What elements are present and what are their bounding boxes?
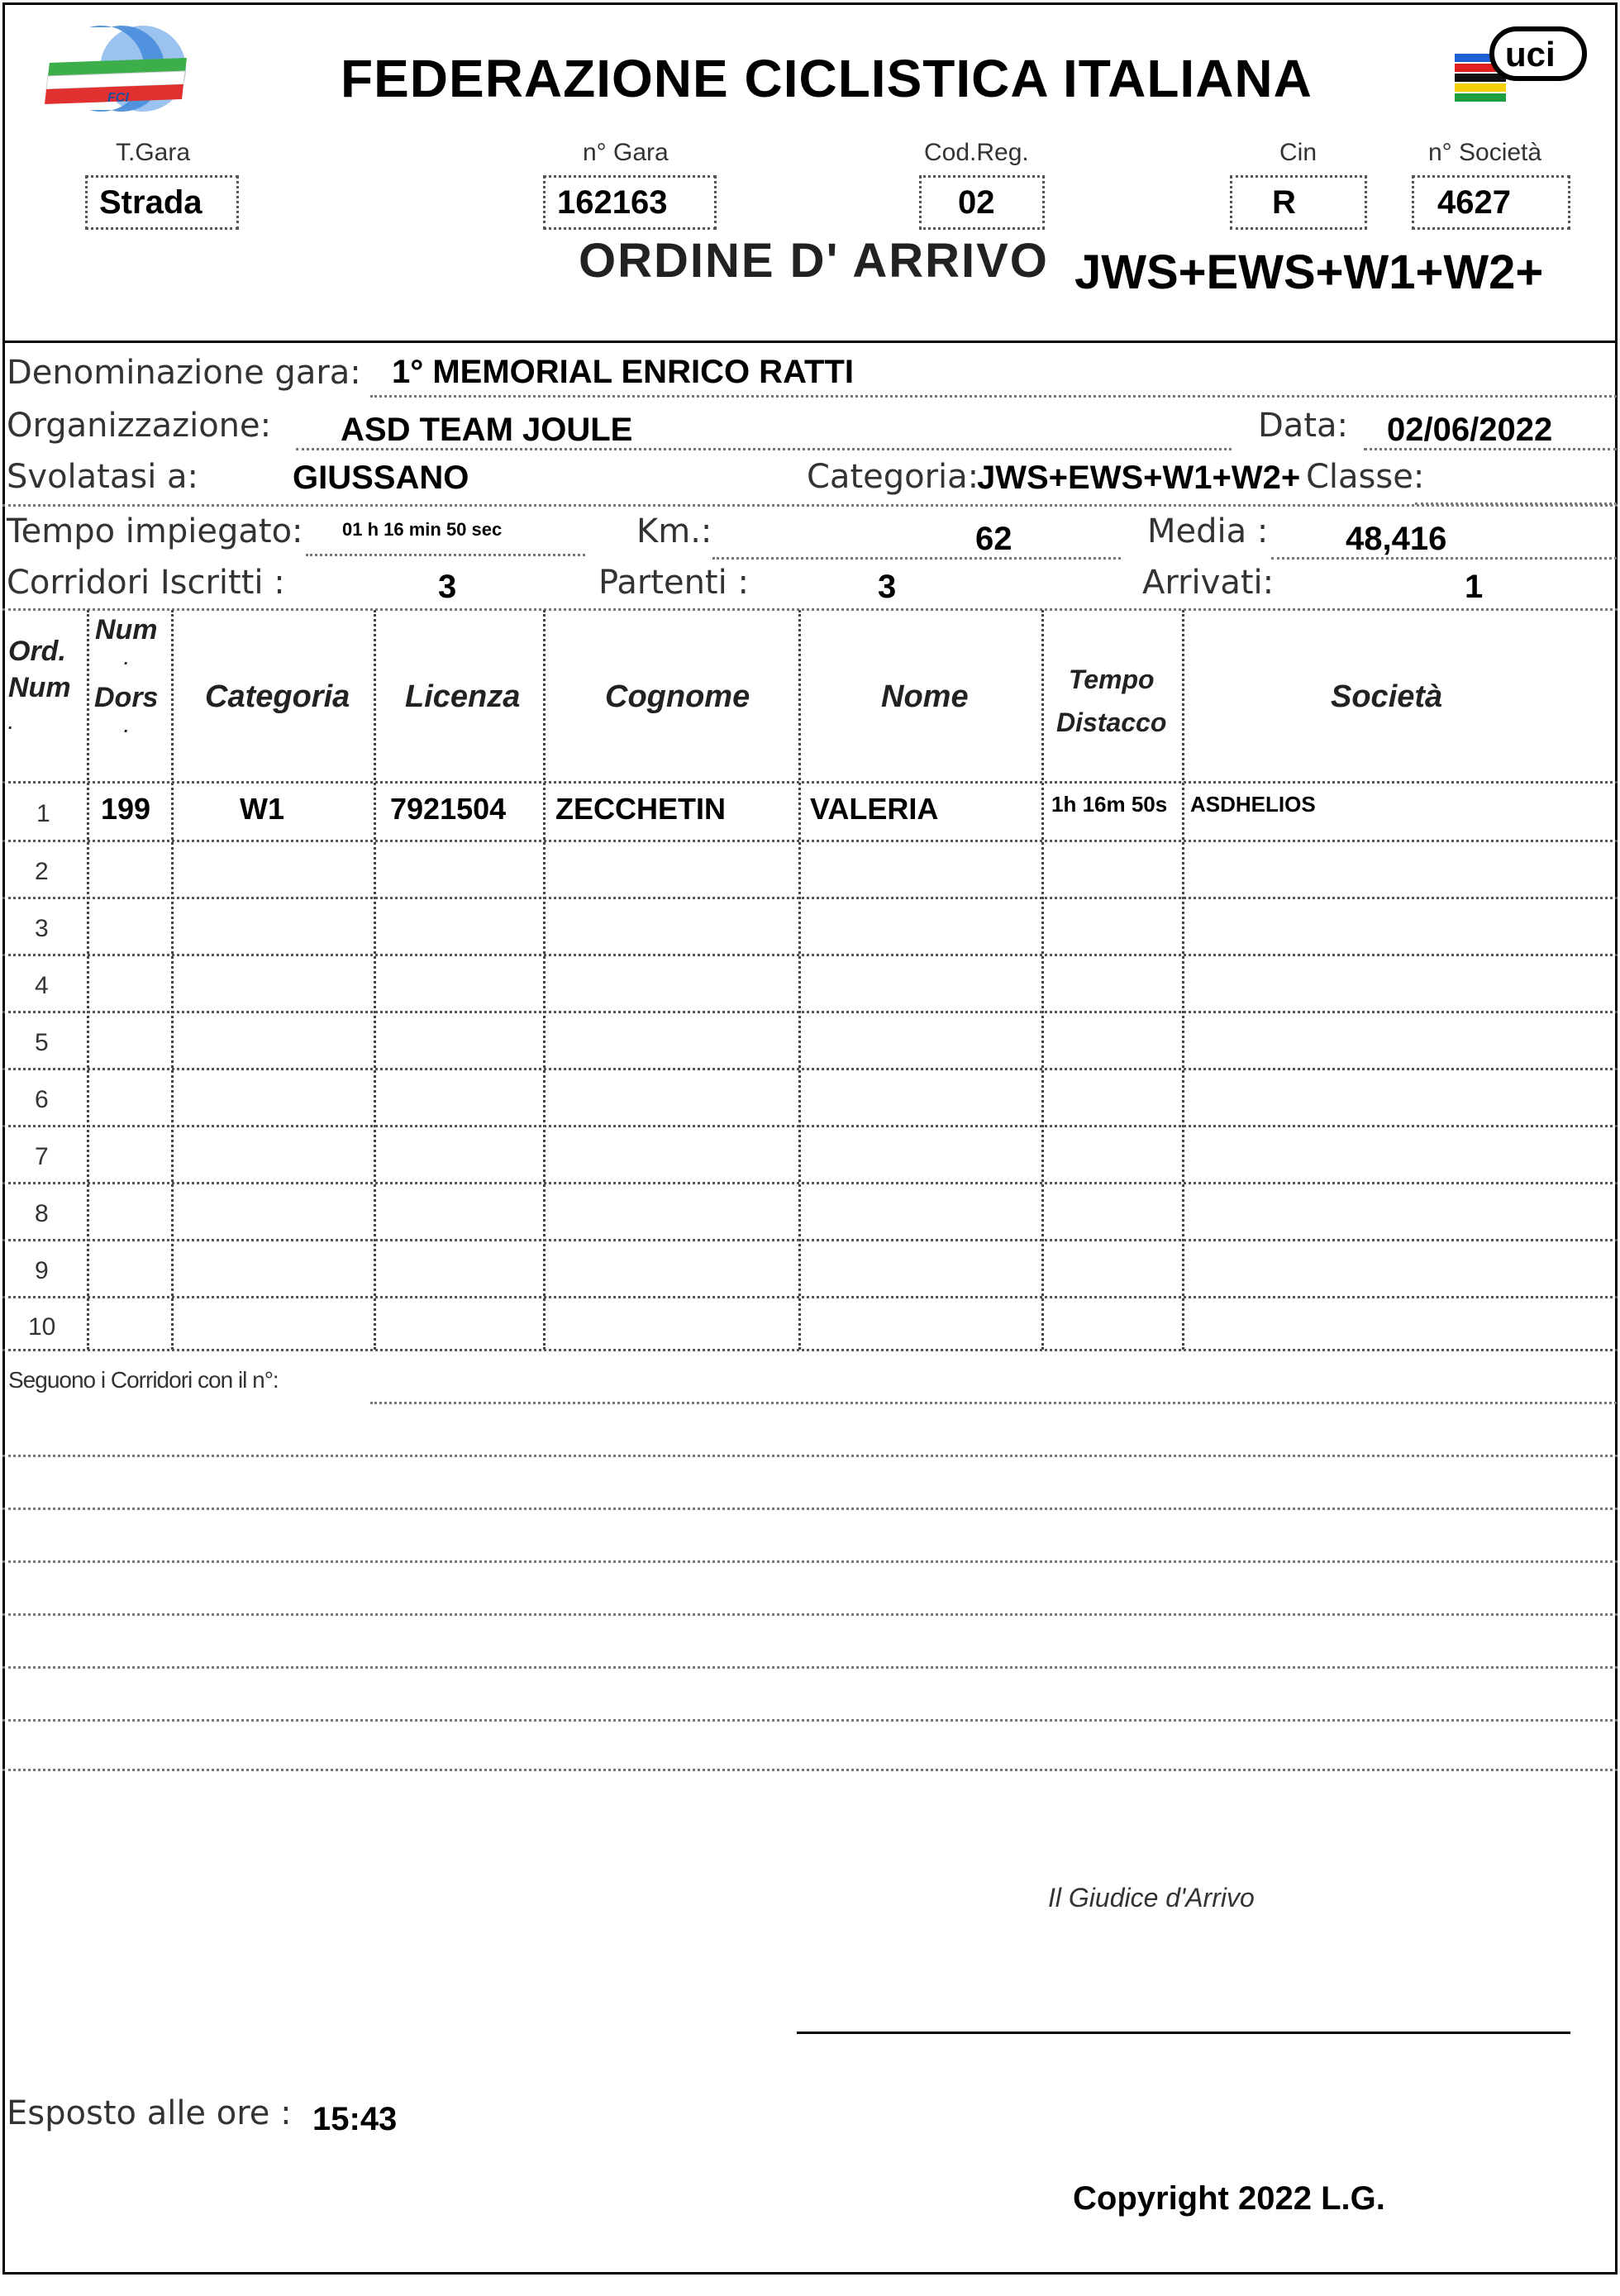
nsocieta-label: n° Società <box>1428 139 1542 166</box>
row-number: 6 <box>35 1086 49 1113</box>
classe-label: Classe: <box>1306 458 1425 496</box>
svolatasi-value: GIUSSANO <box>293 460 469 496</box>
cell-categoria: W1 <box>240 792 284 826</box>
arrivati-label: Arrivati: <box>1142 564 1275 602</box>
cin-label: Cin <box>1279 139 1317 166</box>
denominazione-value: 1° MEMORIAL ENRICO RATTI <box>392 354 854 390</box>
organizzazione-label: Organizzazione: <box>7 407 272 445</box>
row-number: 10 <box>28 1313 56 1341</box>
partenti-value: 3 <box>878 569 897 605</box>
cell-nome: VALERIA <box>810 792 939 826</box>
header-nome: Nome <box>881 679 969 714</box>
seguono-label: Seguono i Corridori con il n°: <box>8 1367 279 1393</box>
svolatasi-label: Svolatasi a: <box>7 458 199 496</box>
header-categoria: Categoria <box>205 679 350 714</box>
giudice-label: Il Giudice d'Arrivo <box>1048 1883 1255 1913</box>
document-frame <box>2 2 1618 2275</box>
categories-heading: JWS+EWS+W1+W2+ <box>1074 245 1544 299</box>
row-number: 9 <box>35 1257 49 1284</box>
row-number: 1 <box>36 800 50 827</box>
tgara-label: T.Gara <box>116 139 191 166</box>
svg-text:FCI: FCI <box>107 91 129 105</box>
cell-tempo: 1h 16m 50s <box>1051 792 1168 817</box>
header-tempo-distacco: Tempo Distacco <box>1056 665 1167 737</box>
federation-title: FEDERAZIONE CICLISTICA ITALIANA <box>341 49 1313 108</box>
cin-value: R <box>1230 175 1367 230</box>
row-number: 4 <box>35 972 49 999</box>
header-cognome: Cognome <box>605 679 750 714</box>
cell-num-dors: 199 <box>101 792 151 826</box>
cell-cognome: ZECCHETIN <box>555 792 726 826</box>
header-ord-num: Ord. Num . <box>8 636 71 733</box>
header-societa: Società <box>1331 679 1443 714</box>
tgara-value: Strada <box>85 175 239 230</box>
data-label: Data: <box>1258 407 1348 445</box>
row-number: 7 <box>35 1143 49 1170</box>
km-label: Km.: <box>636 512 712 550</box>
tempo-label: Tempo impiegato: <box>7 512 303 550</box>
media-value: 48,416 <box>1346 521 1447 557</box>
header-licenza: Licenza <box>405 679 521 714</box>
arrivati-value: 1 <box>1465 569 1484 605</box>
signature-line <box>797 2032 1570 2034</box>
iscritti-label: Corridori Iscritti : <box>7 564 285 602</box>
ngara-value: 162163 <box>543 175 717 230</box>
copyright: Copyright 2022 L.G. <box>1073 2180 1385 2217</box>
partenti-label: Partenti : <box>598 564 749 602</box>
header-num-dors: Num . Dors . <box>94 614 159 736</box>
esposto-value: 15:43 <box>312 2101 398 2137</box>
fci-logo <box>31 23 202 114</box>
document-title: ORDINE D' ARRIVO <box>579 234 1049 288</box>
iscritti-value: 3 <box>438 569 457 605</box>
row-number: 8 <box>35 1200 49 1227</box>
svg-text:uci: uci <box>1505 35 1556 74</box>
media-label: Media : <box>1147 512 1269 550</box>
categoria-value: JWS+EWS+W1+W2+ <box>977 460 1301 496</box>
organizzazione-value: ASD TEAM JOULE <box>341 412 633 448</box>
ngara-label: n° Gara <box>583 139 669 166</box>
denominazione-label: Denominazione gara: <box>7 354 361 392</box>
row-number: 2 <box>35 858 49 885</box>
categoria-label: Categoria: <box>807 458 979 496</box>
header-divider <box>2 341 1618 343</box>
esposto-label: Esposto alle ore : <box>7 2094 292 2132</box>
row-number: 5 <box>35 1029 49 1056</box>
uci-logo <box>1451 21 1591 120</box>
cell-licenza: 7921504 <box>390 792 507 826</box>
row-number: 3 <box>35 915 49 942</box>
nsocieta-value: 4627 <box>1412 175 1570 230</box>
tempo-value: 01 h 16 min 50 sec <box>342 519 503 540</box>
codreg-label: Cod.Reg. <box>924 139 1029 166</box>
km-value: 62 <box>975 521 1012 557</box>
codreg-value: 02 <box>919 175 1045 230</box>
data-value: 02/06/2022 <box>1387 412 1553 448</box>
cell-societa: ASDHELIOS <box>1190 792 1316 817</box>
